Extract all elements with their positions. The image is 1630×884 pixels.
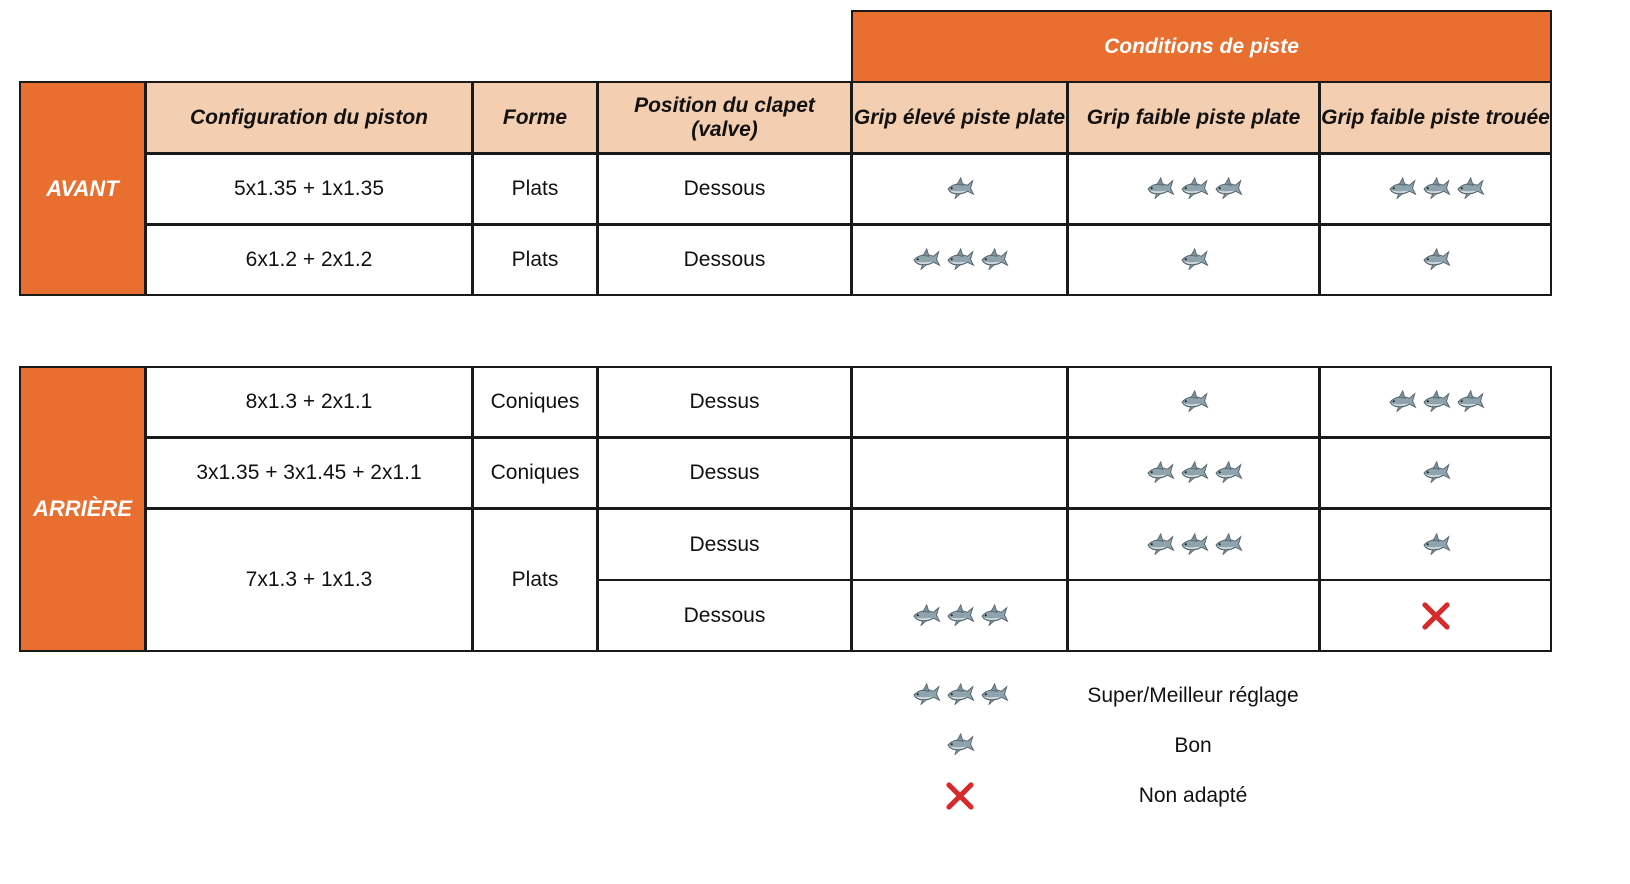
conditions-header: [851, 10, 1552, 82]
arriere-row-2-rating-2: [1319, 508, 1552, 581]
legend-x-label: Non adapté: [1138, 784, 1248, 807]
arriere-row-2-position: Dessus: [597, 508, 852, 581]
arriere-row-0-rating-0: [851, 366, 1068, 438]
arriere-row-0-rating-2: [1319, 366, 1552, 438]
shark-icon: [979, 680, 1009, 710]
legend-three-label: Super/Meilleur réglage: [1087, 684, 1299, 707]
arriere-row-1-position: Dessus: [597, 437, 852, 509]
shark-icon: [1387, 387, 1417, 417]
arriere-row-3-rating-1: [1067, 579, 1320, 652]
arriere-row-1-rating-2: [1319, 437, 1552, 509]
legend-one-label: Bon: [1174, 734, 1212, 757]
avant-row-1-rating-1: [1067, 224, 1320, 296]
shark-icon: [911, 680, 941, 710]
shark-icon: [1145, 530, 1175, 560]
arriere-row-2-rating-0: [851, 508, 1068, 581]
avant-row-1-rating-0: [851, 224, 1068, 296]
shark-icon: [1387, 174, 1417, 204]
shark-icon: [1213, 530, 1243, 560]
arriere-row-1-rating-0: [851, 437, 1068, 509]
arriere-row-2-rating-1: [1067, 508, 1320, 581]
shark-icon: [945, 730, 975, 760]
shark-icon: [1421, 458, 1451, 488]
avant-row-0-position: Dessous: [597, 153, 852, 225]
cross-icon: [943, 779, 977, 813]
header-config: Configuration du piston: [145, 81, 473, 154]
shark-icon: [911, 601, 941, 631]
arriere-row-1-config: 3x1.35 + 3x1.45 + 2x1.1: [145, 437, 473, 509]
shark-icon: [1455, 174, 1485, 204]
shark-icon: [1421, 530, 1451, 560]
shark-icon: [1145, 458, 1175, 488]
avant-row-1-rating-2: [1319, 224, 1552, 296]
shark-icon: [1179, 245, 1209, 275]
shark-icon: [1455, 387, 1485, 417]
arriere-row-1-forme: Coniques: [472, 437, 598, 509]
shark-icon: [1213, 458, 1243, 488]
shark-icon: [911, 245, 941, 275]
arriere-row-0-rating-1: [1067, 366, 1320, 438]
shark-icon: [1179, 530, 1209, 560]
shark-icon: [945, 680, 975, 710]
avant-label: AVANT: [19, 81, 146, 296]
arriere-row-3-rating-0: [851, 579, 1068, 652]
cross-icon: [1419, 599, 1453, 633]
avant-row-1-forme: Plats: [472, 224, 598, 296]
shark-icon: [945, 601, 975, 631]
arriere-row-0-forme: Coniques: [472, 366, 598, 438]
header-forme: Forme: [472, 81, 598, 154]
shark-icon: [945, 245, 975, 275]
avant-row-0-rating-1: [1067, 153, 1320, 225]
arriere-row-1-rating-1: [1067, 437, 1320, 509]
shark-icon: [979, 601, 1009, 631]
avant-row-0-rating-2: [1319, 153, 1552, 225]
avant-row-0-config: 5x1.35 + 1x1.35: [145, 153, 473, 225]
shark-icon: [1421, 174, 1451, 204]
header-grip-faible-plate: Grip faible piste plate: [1067, 81, 1320, 154]
shark-icon: [979, 245, 1009, 275]
arriere-row-3-rating-2: [1319, 579, 1552, 652]
avant-row-1-position: Dessous: [597, 224, 852, 296]
shark-icon: [1421, 387, 1451, 417]
header-grip-faible-trouee: Grip faible piste trouée: [1319, 81, 1552, 154]
header-grip-eleve-plate: Grip élevé piste plate: [851, 81, 1068, 154]
shark-icon: [1179, 387, 1209, 417]
avant-row-0-forme: Plats: [472, 153, 598, 225]
conditions-title: Conditions de piste: [1104, 35, 1299, 58]
shark-icon: [1213, 174, 1243, 204]
shark-icon: [1179, 458, 1209, 488]
legend-cross-icon: [900, 778, 1020, 814]
arriere-row-0-position: Dessus: [597, 366, 852, 438]
arriere-label: ARRIÈRE: [19, 366, 146, 652]
shark-icon: [945, 174, 975, 204]
header-position: Position du clapet (valve): [597, 81, 852, 154]
shark-icon: [1145, 174, 1175, 204]
legend-three-sharks-icon: [900, 677, 1020, 713]
arriere-row-3-position: Dessous: [597, 579, 852, 652]
shark-icon: [1179, 174, 1209, 204]
legend-one-shark-icon: [900, 727, 1020, 763]
arriere-row-2-forme: Plats: [472, 508, 598, 652]
shark-icon: [1421, 245, 1451, 275]
arriere-row-2-config: 7x1.3 + 1x1.3: [145, 508, 473, 652]
avant-row-1-config: 6x1.2 + 2x1.2: [145, 224, 473, 296]
avant-row-0-rating-0: [851, 153, 1068, 225]
arriere-row-0-config: 8x1.3 + 2x1.1: [145, 366, 473, 438]
